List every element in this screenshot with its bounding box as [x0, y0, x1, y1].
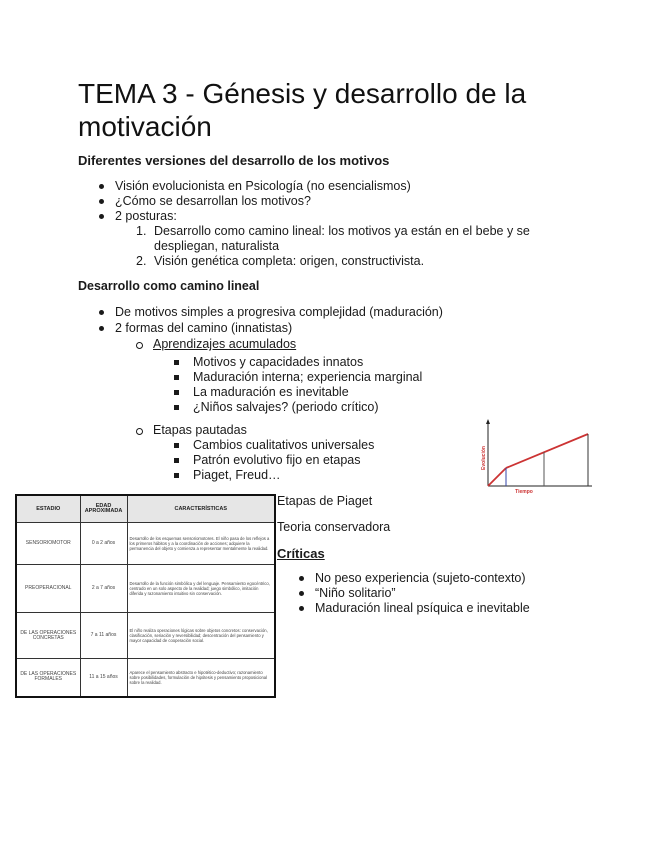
note-piaget: Etapas de Piaget: [277, 494, 373, 508]
table-row: [16, 613, 275, 659]
bullet-dot: [299, 591, 304, 596]
note-teoria: Teoria conservadora: [277, 520, 391, 534]
numbered-marker: 1.: [136, 224, 147, 238]
table-cell-stage: DE LAS OPERACIONES FORMALES: [16, 659, 80, 697]
bullet-dot: [299, 606, 304, 611]
list-item: Patrón evolutivo fijo en etapas: [193, 453, 361, 467]
list-item: Cambios cualitativos universales: [193, 438, 375, 452]
table-cell-age: 11 a 15 años: [80, 659, 127, 697]
bullet-dot: [299, 576, 304, 581]
chart-y-arrow: [486, 419, 490, 424]
table-cell-age: 7 a 11 años: [80, 613, 127, 659]
section-heading-linear: Desarrollo como camino lineal: [78, 279, 260, 293]
table-cell-age: 0 a 2 años: [80, 523, 127, 565]
numbered-item: Desarrollo como camino lineal: los motivos ya están en el bebe y se: [154, 224, 530, 238]
section-heading-versions: Diferentes versiones del desarrollo de los motivos: [78, 153, 390, 168]
evolution-chart: [478, 418, 596, 496]
list-item: 2 posturas:: [115, 209, 177, 223]
table-cell-stage: DE LAS OPERACIONES CONCRETAS: [16, 613, 80, 659]
list-item: Maduración lineal psíquica e inevitable: [315, 601, 530, 615]
numbered-marker: 2.: [136, 254, 147, 268]
list-item: “Niño solitario”: [315, 586, 396, 600]
criticas-heading: Críticas: [277, 546, 325, 561]
table-cell-description: Desarrollo de los esquemas sensoriomotores. El niño pasa de los reflejos a los primeros hábitos y a la coordinación de acciones; adquiere la permanencia del objeto y comienza a representar mentalmente la realidad.: [127, 523, 275, 565]
list-item: ¿Niños salvajes? (periodo crítico): [193, 400, 379, 414]
bullet-dot: [99, 326, 104, 331]
bullet-square: [174, 375, 179, 380]
chart-ylabel: Evolución: [481, 446, 487, 470]
table-row: [16, 565, 275, 613]
list-item: La maduración es inevitable: [193, 385, 349, 399]
bullet-square: [174, 443, 179, 448]
table-header-stage: ESTADIO: [16, 495, 80, 523]
bullet-square: [174, 405, 179, 410]
table-header-characteristics: CARACTERÍSTICAS: [127, 495, 275, 523]
table-cell-age: 2 a 7 años: [80, 565, 127, 613]
chart-series-line: [506, 434, 588, 468]
list-item: Visión evolucionista en Psicología (no esencialismos): [115, 179, 411, 193]
table-cell-description: Aparece el pensamiento abstracto e hipotético-deductivo; razonamiento sobre posibilidades, formulación de hipótesis y pensamiento proposicional sobre la realidad.: [127, 659, 275, 697]
numbered-item-continuation: despliegan, naturalista: [154, 239, 280, 253]
sub-heading-aprendizajes: Aprendizajes acumulados: [153, 337, 297, 351]
table-cell-stage: PREOPERACIONAL: [16, 565, 80, 613]
table-header-row: [16, 495, 275, 523]
list-item: ¿Cómo se desarrollan los motivos?: [115, 194, 311, 208]
sub-bullet-circle: [136, 342, 143, 349]
table-header-age: EDAD APROXIMADA: [80, 495, 127, 523]
list-item: 2 formas del camino (innatistas): [115, 321, 293, 335]
numbered-item: Visión genética completa: origen, constructivista.: [154, 254, 425, 268]
sub-heading-etapas: Etapas pautadas: [153, 423, 247, 437]
bullet-dot: [99, 310, 104, 315]
list-item: Motivos y capacidades innatos: [193, 355, 364, 369]
list-item: No peso experiencia (sujeto-contexto): [315, 571, 526, 585]
bullet-square: [174, 473, 179, 478]
table-cell-description: El niño realiza operaciones lógicas sobre objetos concretos: conservación, clasificación, seriación y reversibilidad; descentración del pensamiento y mayor capacidad de cooperación social.: [127, 613, 275, 659]
bullet-square: [174, 390, 179, 395]
list-item: Maduración interna; experiencia marginal: [193, 370, 423, 384]
list-item: Piaget, Freud…: [193, 468, 281, 482]
table-cell-stage: SENSORIOMOTOR: [16, 523, 80, 565]
bullet-dot: [99, 214, 104, 219]
table-row: [16, 523, 275, 565]
bullet-square: [174, 458, 179, 463]
page-title: TEMA 3 - Génesis y desarrollo de la motivación: [78, 78, 527, 142]
chart-series-line-start: [488, 468, 506, 486]
list-item: De motivos simples a progresiva complejidad (maduración): [115, 305, 443, 319]
bullet-square: [174, 360, 179, 365]
bullet-dot: [99, 184, 104, 189]
sub-bullet-circle: [136, 428, 143, 435]
chart-xlabel: Tiempo: [515, 489, 533, 495]
piaget-stages-table: [15, 494, 276, 698]
bullet-dot: [99, 199, 104, 204]
table-cell-description: Desarrollo de la función simbólica y del lenguaje. Pensamiento egocéntrico, centrado en un solo aspecto de la realidad; juego simbólico, imitación diferida y razonamiento intuitivo sin conservación.: [127, 565, 275, 613]
table-row: [16, 659, 275, 697]
